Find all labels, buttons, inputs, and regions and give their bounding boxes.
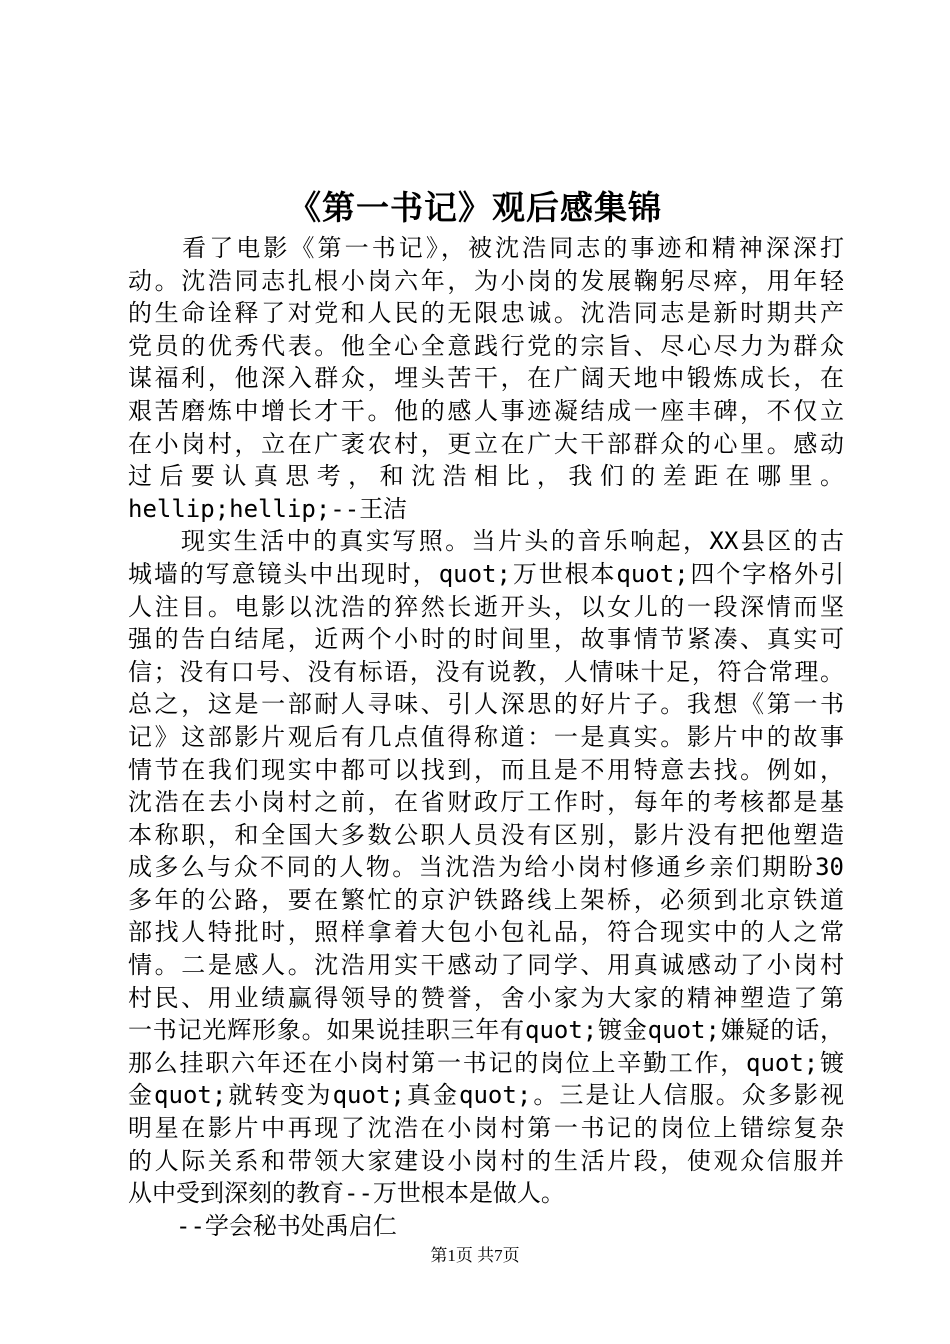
text-line: 的生命诠释了对党和人民的无限忠诚。沈浩同志是新时期共产 (128, 299, 844, 328)
text-line: 本称职，和全国大多数公职人员没有区别，影片没有把他塑造 (128, 820, 844, 849)
text-line: 情节在我们现实中都可以找到，而且是不用特意去找。例如， (128, 755, 844, 784)
text-line: 沈浩在去小岗村之前，在省财政厅工作时，每年的考核都是基 (128, 788, 844, 817)
text-line: 现实生活中的真实写照。当片头的音乐响起，XX县区的古 (128, 527, 844, 556)
text-line: 明星在影片中再现了沈浩在小岗村第一书记的岗位上错综复杂 (128, 1114, 844, 1143)
text-line: 党员的优秀代表。他全心全意践行党的宗旨、尽心尽力为群众 (128, 331, 844, 360)
text-line: 的人际关系和带领大家建设小岗村的生活片段，使观众信服并 (128, 1146, 844, 1175)
text-line: 在小岗村，立在广袤农村，更立在广大干部群众的心里。感动 (128, 429, 844, 458)
text-line: 那么挂职六年还在小岗村第一书记的岗位上辛勤工作，quot;镀 (128, 1048, 844, 1077)
text-line: 金quot;就转变为quot;真金quot;。三是让人信服。众多影视 (128, 1081, 844, 1110)
text-line: hellip;hellip;--王洁 (128, 494, 408, 523)
text-line: 城墙的写意镜头中出现时，quot;万世根本quot;四个字格外引 (128, 559, 844, 588)
text-line: 成多么与众不同的人物。当沈浩为给小岗村修通乡亲们期盼30 (128, 853, 844, 882)
text-line: 村民、用业绩赢得领导的赞誉，舍小家为大家的精神塑造了第 (128, 983, 844, 1012)
text-line: 看了电影《第一书记》，被沈浩同志的事迹和精神深深打 (128, 234, 844, 262)
page-number: 第1页 共7页 (430, 1246, 520, 1265)
text-line: 情。二是感人。沈浩用实干感动了同学、用真诚感动了小岗村 (128, 951, 844, 980)
text-line: 艰苦磨炼中增长才干。他的感人事迹凝结成一座丰碑，不仅立 (128, 396, 844, 425)
text-line: 一书记光辉形象。如果说挂职三年有quot;镀金quot;嫌疑的话， (128, 1016, 844, 1045)
text-line: 多年的公路，要在繁忙的京沪铁路线上架桥，必须到北京铁道 (128, 885, 844, 914)
text-line: 从中受到深刻的教育--万世根本是做人。 (128, 1179, 565, 1208)
text-line: 过后要认真思考，和沈浩相比，我们的差距在哪里。 (128, 462, 844, 491)
text-line: 部找人特批时，照样拿着大包小包礼品，符合现实中的人之常 (128, 918, 844, 947)
text-line: 总之，这是一部耐人寻味、引人深思的好片子。我想《第一书 (128, 690, 844, 719)
text-line: 谋福利，他深入群众，埋头苦干，在广阔天地中锻炼成长，在 (128, 364, 844, 393)
text-line: 记》这部影片观后有几点值得称道：一是真实。影片中的故事 (128, 722, 844, 751)
text-line: 人注目。电影以沈浩的猝然长逝开头，以女儿的一段深情而坚 (128, 592, 844, 621)
document-body (128, 232, 844, 1242)
text-line: 动。沈浩同志扎根小岗六年，为小岗的发展鞠躬尽瘁，用年轻 (128, 266, 844, 295)
text-line: 信；没有口号、没有标语，没有说教，人情味十足，符合常理。 (128, 657, 844, 686)
text-line: --学会秘书处禹启仁 (128, 1211, 397, 1240)
document-title: 《第一书记》观后感集锦 (288, 188, 662, 227)
text-line: 强的告白结尾，近两个小时的时间里，故事情节紧凑、真实可 (128, 625, 844, 654)
